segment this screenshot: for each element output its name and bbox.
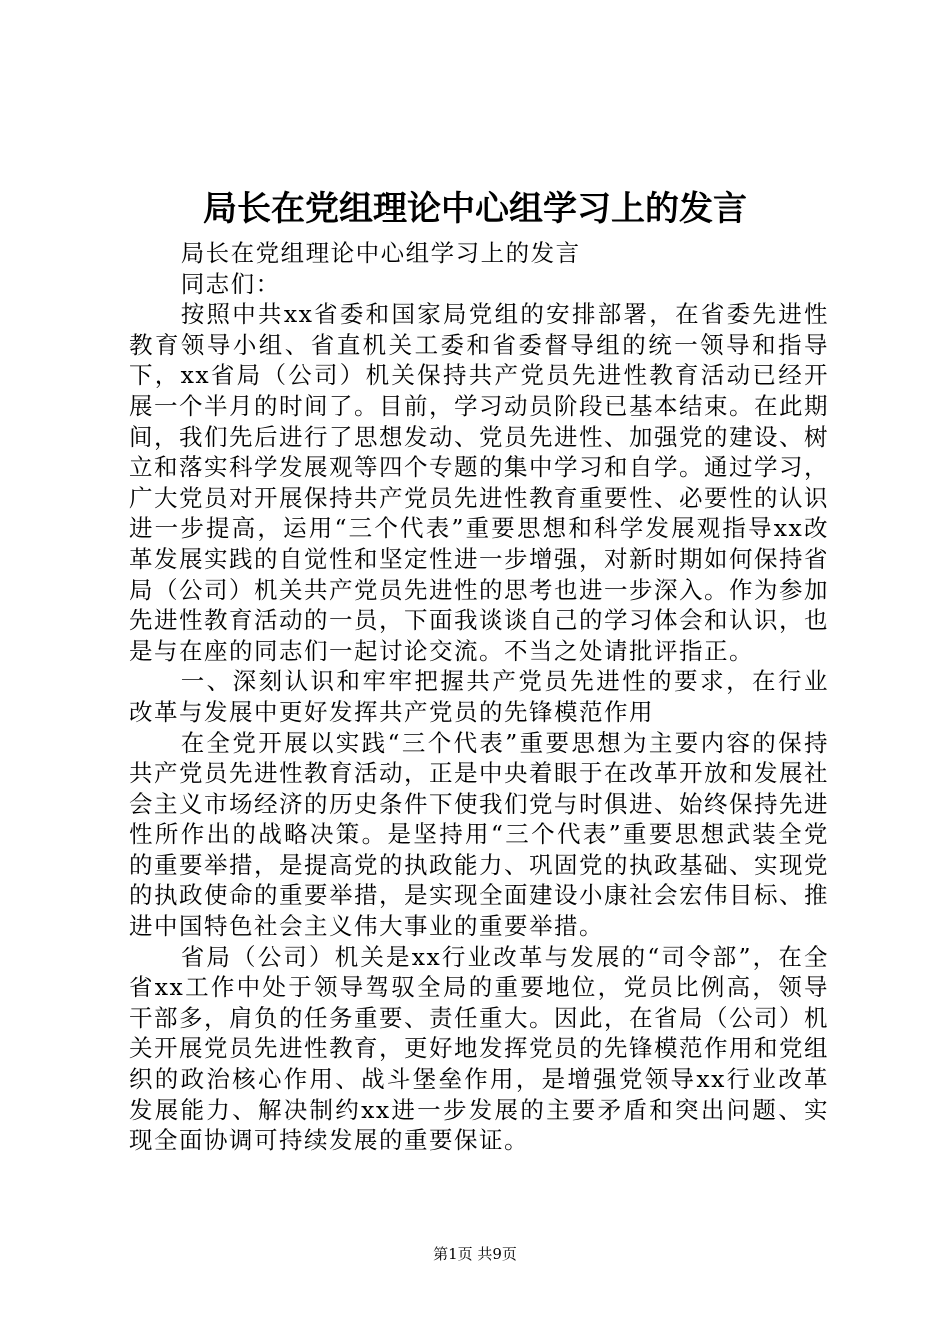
body-paragraph-subtitle: 局长在党组理论中心组学习上的发言 — [180, 239, 581, 267]
body-paragraph-heading: 一、深刻认识和牢牢把握共产党员先进性的要求，在行业改革与发展中更好发挥共产党员的先锋模范作用 — [129, 667, 829, 726]
document-body — [129, 238, 829, 1156]
body-paragraph-salutation: 同志们： — [180, 269, 281, 298]
document-title: 局长在党组理论中心组学习上的发言 — [203, 189, 747, 229]
body-paragraph: 省局（公司）机关是xx行业改革与发展的“司令部”，在全省xx工作中处于领导驾驭全局的重要地位，党员比例高，领导干部多，肩负的任务重要、责任重大。因此，在省局（公司）机关开展党员先进性教育，更好地发挥党员的先锋模范作用和党组织的政治核心作用、战斗堡垒作用，是增强党领导xx行业改革发展能力、解决制约xx进一步发展的主要矛盾和突出问题、实现全面协调可持续发展的重要保证。 — [129, 942, 829, 1155]
page-number-footer: 第1页 共9页 — [433, 1245, 517, 1263]
body-paragraph: 按照中共xx省委和国家局党组的安排部署，在省委先进性教育领导小组、省直机关工委和省委督导组的统一领导和指导下，xx省局（公司）机关保持共产党员先进性教育活动已经开展一个半月的时间了。目前，学习动员阶段已基本结束。在此期间，我们先后进行了思想发动、党员先进性、加强党的建设、树立和落实科学发展观等四个专题的集中学习和自学。通过学习，广大党员对开展保持共产党员先进性教育重要性、必要性的认识进一步提高，运用“三个代表”重要思想和科学发展观指导xx改革发展实践的自觉性和坚定性进一步增强，对新时期如何保持省局（公司）机关共产党员先进性的思考也进一步深入。作为参加先进性教育活动的一员，下面我谈谈自己的学习体会和认识，也是与在座的同志们一起讨论交流。不当之处请批评指正。 — [129, 300, 829, 665]
body-paragraph: 在全党开展以实践“三个代表”重要思想为主要内容的保持共产党员先进性教育活动，正是中央着眼于在改革开放和发展社会主义市场经济的历史条件下使我们党与时俱进、始终保持先进性所作出的战略决策。是坚持用“三个代表”重要思想武装全党的重要举措，是提高党的执政能力、巩固党的执政基础、实现党的执政使命的重要举措，是实现全面建设小康社会宏伟目标、推进中国特色社会主义伟大事业的重要举措。 — [129, 728, 829, 941]
